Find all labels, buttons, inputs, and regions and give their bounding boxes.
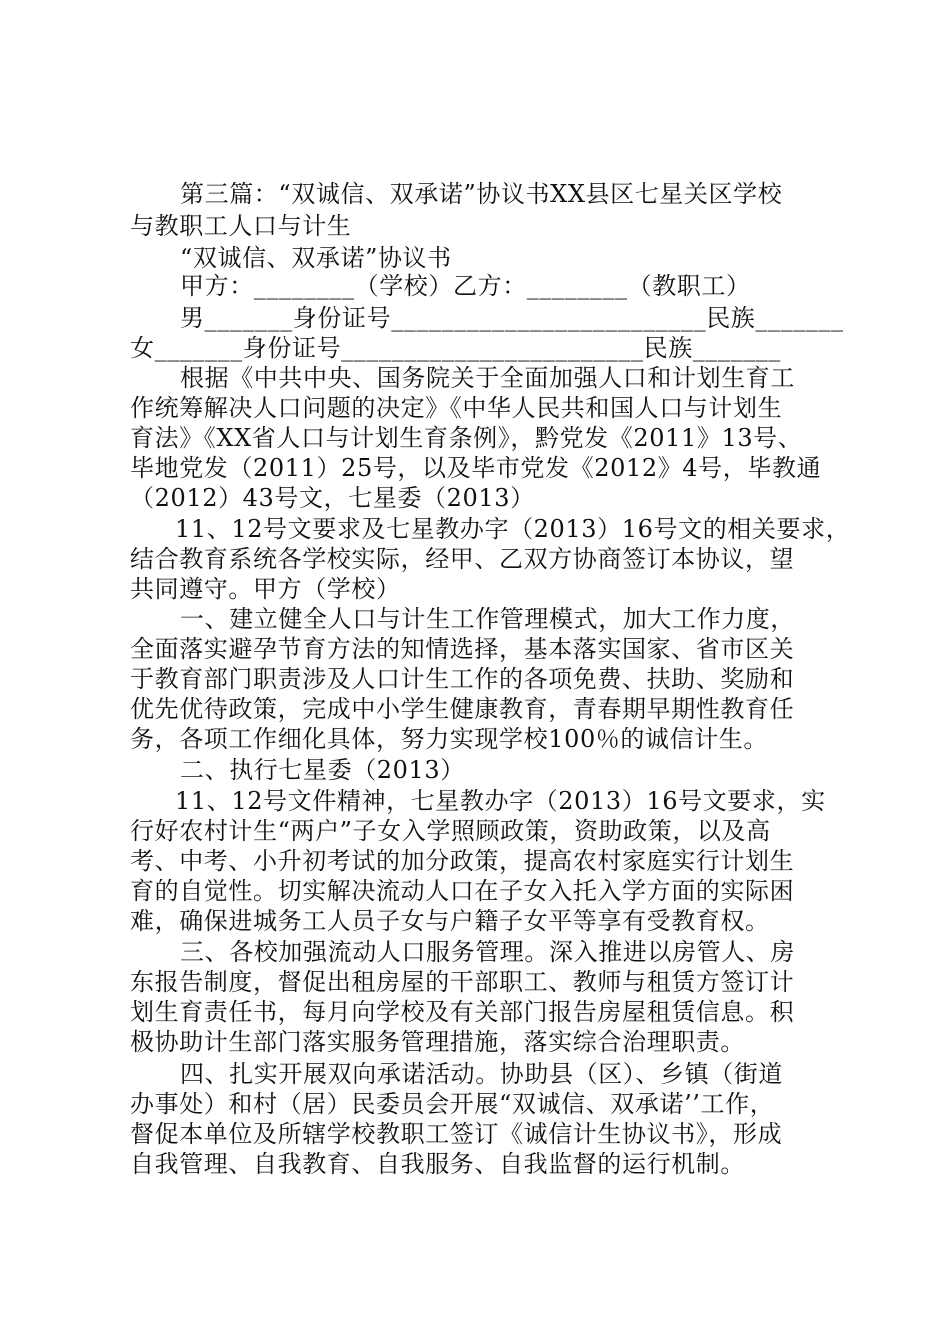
paragraph-6-line: 划生育责任书，每月向学校及有关部门报告房屋租赁信息。积 xyxy=(130,998,795,1026)
paragraph-5-line: 行好农村计生“两户”子女入学照顾政策，资助政策，以及高 xyxy=(130,817,771,845)
paragraph-4-line: 二、执行七星委（2013） xyxy=(180,756,465,784)
paragraph-6-line: 东报告制度，督促出租房屋的干部职工、教师与租赁方签订计 xyxy=(130,968,795,996)
paragraph-2-line: 共同遵守。甲方（学校） xyxy=(130,575,401,603)
paragraph-1-line: 根据《中共中央、国务院关于全面加强人口和计划生育工 xyxy=(180,364,795,392)
document-title-line-2: 与教职工人口与计生 xyxy=(130,212,352,240)
paragraph-7-line: 督促本单位及所辖学校教职工签订《诚信计生协议书》，形成 xyxy=(130,1120,783,1148)
paragraph-5-line: 考、中考、小升初考试的加分政策，提高农村家庭实行计划生 xyxy=(130,847,795,875)
paragraph-1-line: 作统筹解决人口问题的决定》《中华人民共和国人口与计划生 xyxy=(130,394,783,422)
paragraph-7-line: 自我管理、自我教育、自我服务、自我监督的运行机制。 xyxy=(130,1150,745,1178)
paragraph-5-line: 育的自觉性。切实解决流动人口在子女入托入学方面的实际困 xyxy=(130,877,795,905)
paragraph-7-line: 办事处）和村（居）民委员会开展“双诚信、双承诺’’工作， xyxy=(130,1090,775,1118)
document-title-line-1: 第三篇：“双诚信、双承诺”协议书XX县区七星关区学校 xyxy=(180,180,783,208)
paragraph-7-line: 四、扎实开展双向承诺活动。协助县（区）、乡镇（街道 xyxy=(180,1060,783,1088)
paragraph-1-line: （2012）43号文，七星委（2013） xyxy=(130,484,535,512)
paragraph-3-line: 务，各项工作细化具体，努力实现学校100％的诚信计生。 xyxy=(130,725,769,753)
paragraph-5-line: 11、12号文件精神，七星教办字（2013）16号文要求，实 xyxy=(175,787,826,815)
paragraph-6-line: 极协助计生部门落实服务管理措施，落实综合治理职责。 xyxy=(130,1028,745,1056)
paragraph-5-line: 难，确保进城务工人员子女与户籍子女平等享有受教育权。 xyxy=(130,907,770,935)
party-line: 甲方：________（学校）乙方：________（教职工） xyxy=(180,272,751,300)
paragraph-3-line: 一、建立健全人口与计生工作管理模式，加大工作力度， xyxy=(180,605,795,633)
male-info-line: 男_______身份证号_________________________民族_______ xyxy=(180,304,844,332)
paragraph-2-line: 结合教育系统各学校实际，经甲、乙双方协商签订本协议，望 xyxy=(130,545,795,573)
paragraph-3-line: 于教育部门职责涉及人口计生工作的各项免费、扶助、奖励和 xyxy=(130,665,795,693)
female-info-line: 女_______身份证号________________________民族_______ xyxy=(130,334,781,362)
agreement-subtitle: “双诚信、双承诺”协议书 xyxy=(180,244,452,272)
paragraph-3-line: 全面落实避孕节育方法的知情选择，基本落实国家、省市区关 xyxy=(130,635,795,663)
paragraph-3-line: 优先优待政策，完成中小学生健康教育，青春期早期性教育任 xyxy=(130,695,795,723)
paragraph-1-line: 毕地党发（2011）25号，以及毕市党发《2012》4号，毕教通 xyxy=(130,454,822,482)
paragraph-1-line: 育法》《XX省人口与计划生育条例》，黔党发《2011》13号、 xyxy=(130,424,803,452)
paragraph-6-line: 三、各校加强流动人口服务管理。深入推进以房管人、房 xyxy=(180,938,795,966)
paragraph-2-line: 11、12号文要求及七星教办字（2013）16号文的相关要求， xyxy=(175,515,851,543)
